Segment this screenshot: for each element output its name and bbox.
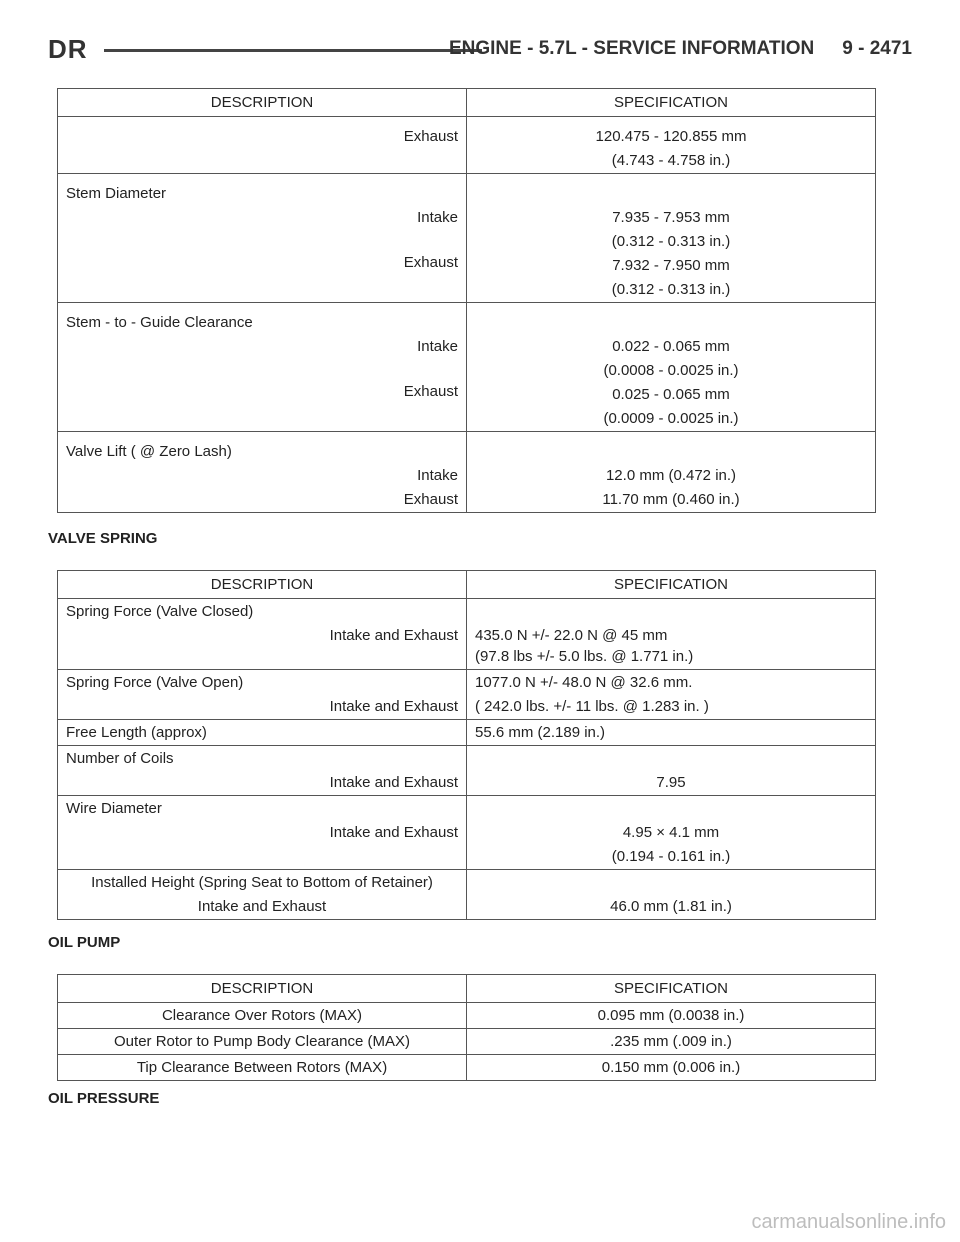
table-row [58,670,876,720]
row-label [58,303,467,432]
row-label: Free Length (approx) [58,720,467,746]
row-label [58,796,467,870]
section-title-oil-pressure: OIL PRESSURE [48,1090,160,1107]
value: (0.194 - 0.161 in.) [611,848,731,865]
sub-label: Exhaust [403,254,458,271]
col-specification: SPECIFICATION [614,94,728,111]
table-row [58,599,876,670]
page-header [48,34,912,70]
sub-label: Intake [417,209,458,226]
header-title [449,38,912,60]
table-row [58,117,876,174]
section-title-oil-pump: OIL PUMP [48,934,121,951]
value-in: (0.312 - 0.313 in.) [611,281,731,298]
table-row [58,303,876,432]
row-label: Tip Clearance Between Rotors (MAX) [58,1055,467,1081]
value: 12.0 mm (0.472 in.) [605,467,737,484]
row-value [467,599,876,670]
row-label [58,599,467,670]
row-value [467,670,876,720]
col-description: DESCRIPTION [58,975,467,1003]
row-value [467,117,876,174]
col-description: DESCRIPTION [58,571,467,599]
row-value [467,432,876,513]
valve-spec-table [57,88,876,513]
table-row [58,1003,876,1029]
wire-diameter-label: Wire Diameter [66,800,162,817]
coils-label: Number of Coils [66,750,174,767]
value: 7.95 [656,774,686,791]
header-rule [104,49,482,52]
value-mm: 7.932 - 7.950 mm [612,257,730,274]
row-value: 0.095 mm (0.0038 in.) [467,1003,876,1029]
table-row [58,746,876,796]
value: 4.95 × 4.1 mm [622,824,720,841]
row-value [467,796,876,870]
header-section-title: ENGINE - 5.7L - SERVICE INFORMATION [448,38,815,59]
sub-label: Exhaust [403,383,458,400]
value-in: (0.0008 - 0.0025 in.) [603,362,739,379]
table-row [58,720,876,746]
table-row [58,870,876,920]
table-row [58,1029,876,1055]
row-value: 0.150 mm (0.006 in.) [467,1055,876,1081]
row-label [58,174,467,303]
col-description: DESCRIPTION [58,89,467,117]
row-value: 55.6 mm (2.189 in.) [467,720,876,746]
col-specification: SPECIFICATION [614,576,728,593]
value: 11.70 mm (0.460 in.) [602,491,740,508]
header-code: DR [48,34,88,64]
stem-guide-label: Stem - to - Guide Clearance [66,314,253,331]
table-row [58,174,876,303]
row-label: Outer Rotor to Pump Body Clearance (MAX) [58,1029,467,1055]
stem-diameter-label: Stem Diameter [66,185,167,202]
value-mm: 0.025 - 0.065 mm [612,386,730,403]
row-label [58,432,467,513]
table-row [58,432,876,513]
spring-force-open-label: Spring Force (Valve Open) [66,674,244,691]
table-row [58,1055,876,1081]
value-mm: 7.935 - 7.953 mm [612,209,730,226]
value-in: (4.743 - 4.758 in.) [611,152,731,169]
sub-label: Intake [417,467,458,484]
value: 1077.0 N +/- 48.0 N @ 32.6 mm. [475,674,693,691]
installed-height-label: Installed Height (Spring Seat to Bottom of Retainer) [91,874,433,891]
value-in: (0.312 - 0.313 in.) [611,233,731,250]
col-specification: SPECIFICATION [614,980,728,997]
value: (97.8 lbs +/- 5.0 lbs. @ 1.771 in.) [475,648,694,665]
table-header-row [58,571,876,599]
table-header-row [58,89,876,117]
row-label [58,670,467,720]
section-title-valve-spring: VALVE SPRING [48,530,158,547]
row-value [467,870,876,920]
valve-spring-table [57,570,876,920]
row-label: Exhaust [58,117,467,174]
sub-label: Intake and Exhaust [329,698,458,715]
sub-label: Intake and Exhaust [197,898,327,915]
row-value [467,746,876,796]
sub-label: Intake [417,338,458,355]
value-in: (0.0009 - 0.0025 in.) [603,410,739,427]
value: ( 242.0 lbs. +/- 11 lbs. @ 1.283 in. ) [475,698,709,715]
valve-lift-label: Valve Lift ( @ Zero Lash) [66,443,232,460]
value-mm: 120.475 - 120.855 mm [595,128,747,145]
value: 46.0 mm (1.81 in.) [610,898,732,915]
table-header-row [58,975,876,1003]
value: 435.0 N +/- 22.0 N @ 45 mm [475,627,668,644]
oil-pump-table [57,974,876,1081]
sub-label: Intake and Exhaust [329,824,458,841]
spring-force-closed-label: Spring Force (Valve Closed) [66,603,254,620]
table-row [58,796,876,870]
value-mm: 0.022 - 0.065 mm [612,338,730,355]
row-label: Clearance Over Rotors (MAX) [58,1003,467,1029]
page-number: 9 - 2471 [842,38,912,59]
sub-label: Exhaust [403,491,458,508]
row-value [467,174,876,303]
row-label [58,746,467,796]
watermark: carmanualsonline.info [751,1211,946,1233]
row-value: .235 mm (.009 in.) [467,1029,876,1055]
sub-label: Intake and Exhaust [329,627,458,644]
sub-label: Intake and Exhaust [329,774,458,791]
row-value [467,303,876,432]
row-label [58,870,467,920]
